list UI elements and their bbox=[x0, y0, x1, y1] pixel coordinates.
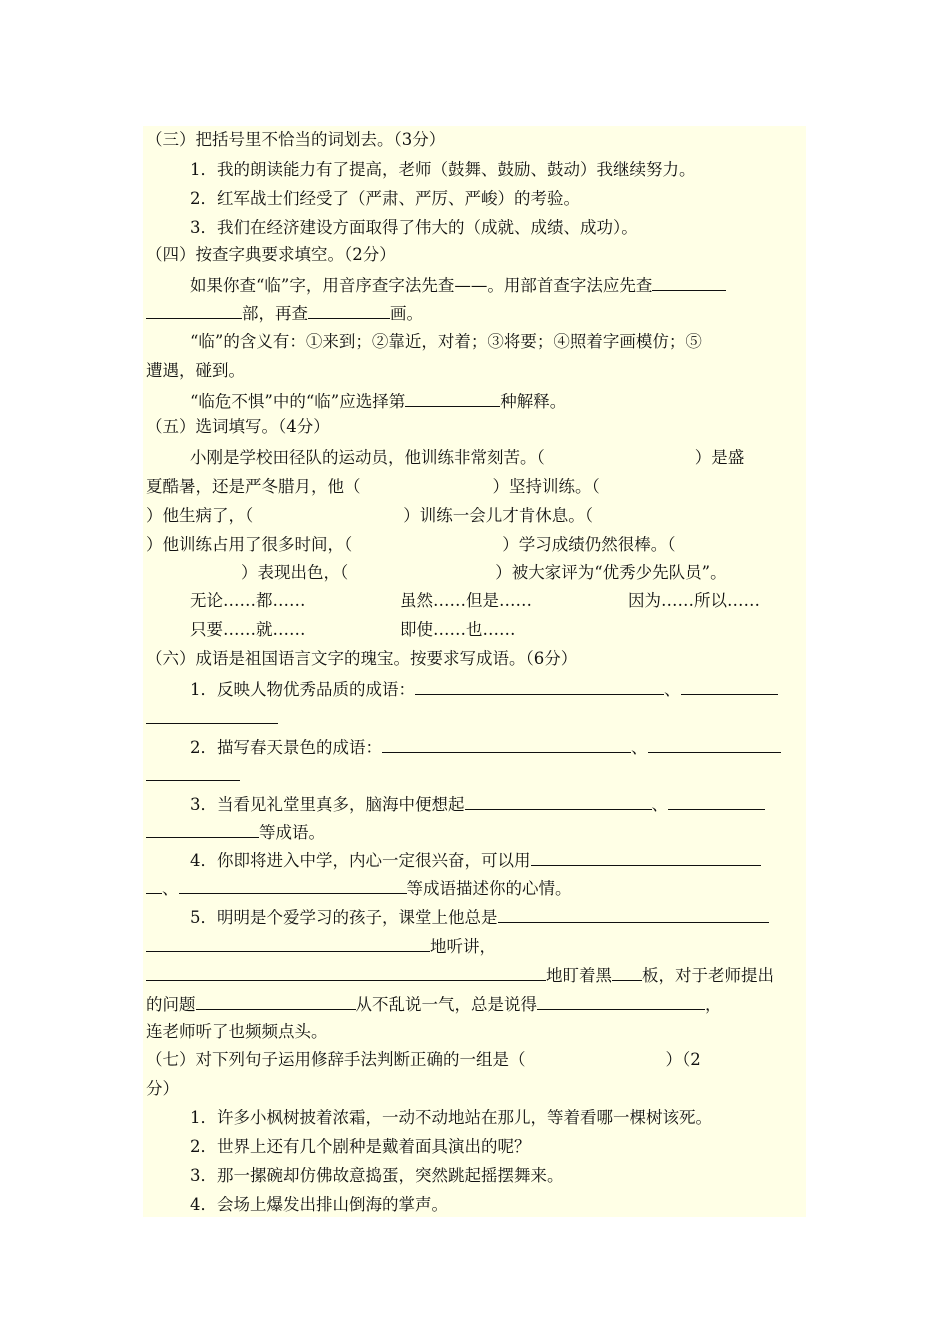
stroke-count-blank[interactable] bbox=[308, 302, 390, 319]
s6-q5-text-2: 地听讲， bbox=[430, 937, 496, 956]
s7-sentence-2: 2．世界上还有几个剧种是戴着面具演出的呢？ bbox=[190, 1137, 531, 1156]
s6-q2-blank-1[interactable] bbox=[382, 736, 631, 753]
s6-q5-line-5: 连老师听了也频频点头。 bbox=[146, 1022, 328, 1041]
s7-title-suffix: ）（2 bbox=[665, 1050, 701, 1069]
s4-para-3-text: “临危不惧”中的“临”应选择第 bbox=[190, 392, 406, 411]
s6-question-2 bbox=[190, 736, 781, 758]
s6-q1-text: 1．反映人物优秀品质的成语： bbox=[190, 680, 415, 699]
s5-line-2 bbox=[146, 477, 600, 497]
option-5: 即使……也…… bbox=[400, 620, 516, 639]
s5-line-4-suffix: ）学习成绩仍然很棒。（ bbox=[502, 535, 676, 554]
s6-question-1 bbox=[190, 678, 778, 700]
s5-line-3-text: ）他生病了，（ bbox=[146, 506, 254, 525]
s6-q5-text-4: 板，对于老师提出 bbox=[642, 966, 774, 985]
s6-q2-blank-2[interactable] bbox=[648, 736, 781, 753]
s7-title-cont: 分） bbox=[146, 1079, 179, 1098]
s6-q1-blank-1[interactable] bbox=[415, 678, 664, 695]
s6-q4-blank-1[interactable] bbox=[531, 849, 761, 866]
s5-line-1 bbox=[190, 448, 744, 468]
radical-blank-cont[interactable] bbox=[146, 302, 242, 319]
s6-q4-cont bbox=[146, 877, 572, 899]
s6-q4-blank-2[interactable] bbox=[179, 877, 407, 894]
s3-question-3: 3．我们在经济建设方面取得了伟大的（成就、成绩、成功）。 bbox=[190, 218, 638, 237]
s5-line-5-suffix: ）被大家评为“优秀少先队员”。 bbox=[495, 563, 727, 582]
s6-q3-blank-2-cont[interactable] bbox=[146, 821, 259, 838]
s6-q5-blank-1-cont[interactable] bbox=[146, 935, 430, 952]
s6-q5-line-3 bbox=[146, 964, 774, 986]
s6-question-4 bbox=[190, 849, 761, 871]
section-6-title: （六）成语是祖国语言文字的瑰宝。按要求写成语。（6分） bbox=[146, 649, 578, 668]
s4-para-3-suffix: 种解释。 bbox=[500, 392, 567, 411]
s6-q5-blank-5[interactable] bbox=[537, 993, 705, 1010]
s6-q2-text: 2．描写春天景色的成语： bbox=[190, 738, 382, 757]
s4-meanings-cont: 遭遇，碰到。 bbox=[146, 361, 245, 380]
s7-sentence-4: 4．会场上爆发出排山倒海的掌声。 bbox=[190, 1195, 448, 1214]
s6-q5-blank-1[interactable] bbox=[498, 906, 769, 923]
s3-question-2: 2．红军战士们经受了（严肃、严厉、严峻）的考验。 bbox=[190, 189, 580, 208]
s6-question-5 bbox=[190, 906, 769, 928]
s6-q3-suffix: 等成语。 bbox=[259, 823, 325, 842]
s4-para-1 bbox=[190, 274, 726, 296]
s5-line-1-text: 小刚是学校田径队的运动员，他训练非常刻苦。（ bbox=[190, 448, 545, 467]
s5-line-2-text: 夏酷暑，还是严冬腊月，他（ bbox=[146, 477, 361, 496]
s4-para-3 bbox=[190, 390, 566, 412]
s5-line-3 bbox=[146, 506, 593, 526]
section-7-title bbox=[146, 1050, 701, 1070]
s5-line-5 bbox=[146, 563, 727, 583]
s6-q4-blank-1-cont[interactable] bbox=[146, 877, 162, 894]
s6-q1-blank-2-cont[interactable] bbox=[146, 707, 278, 724]
s6-q5-text-5: 的问题 bbox=[146, 995, 196, 1014]
s6-q4-text: 4．你即将进入中学，内心一定很兴奋，可以用 bbox=[190, 851, 531, 870]
s6-q3-sep: 、 bbox=[651, 795, 668, 814]
s6-q5-text-7: ， bbox=[705, 995, 722, 1014]
s6-q5-text-3: 地盯着黑 bbox=[546, 966, 612, 985]
s7-sentence-1: 1．许多小枫树披着浓霜，一动不动地站在那儿，等着看哪一棵树该死。 bbox=[190, 1108, 712, 1127]
s6-q5-text-6: 从不乱说一气，总是说得 bbox=[355, 995, 537, 1014]
s4-para-1-text: 如果你查“临”字，用音序查字法先查——。用部首查字法应先查 bbox=[190, 276, 653, 295]
s7-title-text: （七）对下列句子运用修辞手法判断正确的一组是（ bbox=[146, 1050, 526, 1069]
s6-q5-blank-4[interactable] bbox=[196, 993, 356, 1010]
s6-q3-text: 3．当看见礼堂里真多，脑海中便想起 bbox=[190, 795, 465, 814]
s6-q4-sep: 、 bbox=[162, 879, 179, 898]
s5-line-4 bbox=[146, 535, 676, 555]
s6-q5-blank-2[interactable] bbox=[146, 964, 546, 981]
s6-q2-sep: 、 bbox=[631, 738, 648, 757]
s6-q5-line-4 bbox=[146, 993, 722, 1015]
s5-line-3-suffix: ）训练一会儿才肯休息。（ bbox=[403, 506, 593, 525]
s4-radical-suffix: 部，再查 bbox=[242, 304, 308, 323]
s6-q3-blank-2[interactable] bbox=[668, 793, 765, 810]
s5-line-1-suffix: ）是盛 bbox=[694, 448, 745, 467]
s6-q5-text: 5．明明是个爱学习的孩子，课堂上他总是 bbox=[190, 908, 498, 927]
section-5-title: （五）选词填写。（4分） bbox=[146, 417, 330, 436]
s6-question-3 bbox=[190, 793, 765, 815]
s6-q5-line-2 bbox=[146, 935, 496, 957]
s5-line-2-suffix: ）坚持训练。（ bbox=[492, 477, 600, 496]
option-4: 只要……就…… bbox=[190, 620, 306, 639]
s6-q2-blank-2-cont[interactable] bbox=[146, 764, 240, 781]
s7-sentence-3: 3．那一摞碗却仿佛故意捣蛋，突然跳起摇摆舞来。 bbox=[190, 1166, 564, 1185]
option-2: 虽然……但是…… bbox=[400, 591, 532, 610]
s5-line-5-text: ）表现出色，（ bbox=[241, 563, 349, 582]
s6-q1-blank-2[interactable] bbox=[681, 678, 778, 695]
option-1: 无论……都…… bbox=[190, 591, 306, 610]
radical-blank[interactable] bbox=[652, 274, 726, 291]
s4-para-1-cont bbox=[146, 302, 423, 324]
s6-q3-cont bbox=[146, 821, 325, 843]
s4-stroke-suffix: 画。 bbox=[390, 304, 423, 323]
s3-question-1: 1．我的朗读能力有了提高，老师（鼓舞、鼓励、鼓动）我继续努力。 bbox=[190, 160, 696, 179]
s6-q1-sep: 、 bbox=[664, 680, 681, 699]
s6-q1-cont bbox=[146, 707, 278, 729]
section-4-title: （四）按查字典要求填空。（2分） bbox=[146, 245, 396, 264]
s6-q4-suffix: 等成语描述你的心情。 bbox=[406, 879, 572, 898]
option-3: 因为……所以…… bbox=[628, 591, 760, 610]
s6-q3-blank-1[interactable] bbox=[465, 793, 652, 810]
s6-q2-cont bbox=[146, 764, 240, 786]
s4-meanings: “临”的含义有：①来到；②靠近，对着；③将要；④照着字画模仿；⑤ bbox=[190, 332, 702, 351]
meaning-choice-blank[interactable] bbox=[405, 390, 500, 407]
s5-line-4-text: ）他训练占用了很多时间，（ bbox=[146, 535, 353, 554]
s6-q5-blank-3[interactable] bbox=[612, 964, 642, 981]
section-3-title: （三）把括号里不恰当的词划去。（3分） bbox=[146, 130, 446, 149]
